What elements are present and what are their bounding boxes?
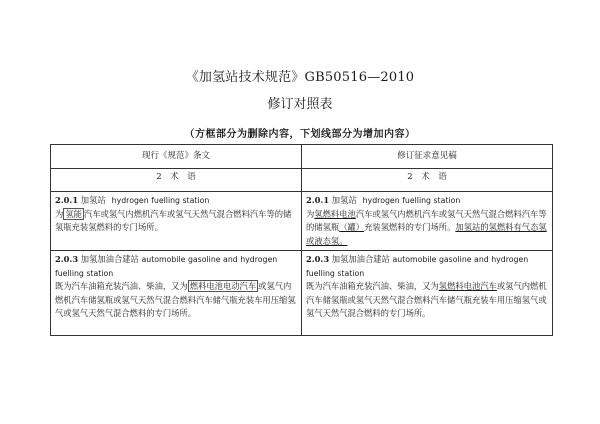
- clause-revised: [302, 251, 553, 336]
- term-en: hydrogen fuelling station: [111, 196, 210, 205]
- section-current: 2 术 语: [51, 169, 302, 192]
- clause-text: 为: [306, 208, 315, 219]
- clause-text: 或氢气内燃机汽车储氢瓶或氢气天然气混合燃料汽车储气瓶充装车用压缩氢气或氢气天然气混合燃料的专门场所。: [306, 281, 547, 318]
- clause-text: 或氢气内燃机汽车储氢瓶或氢气天然气混合燃料汽车储气瓶充装车用压缩氢气或氢气天然气混合燃料的专门场所。: [55, 281, 296, 318]
- header-current: 现行《规范》条文: [51, 145, 302, 169]
- clause-revised: [302, 192, 553, 251]
- clause-text: 为: [55, 208, 64, 219]
- section-revised: 2 术 语: [302, 169, 553, 192]
- clause-number: 2.0.1: [55, 195, 79, 205]
- clause-text: 汽车或氢气内燃机汽车或氢气天然气混合燃料汽车等的储氢瓶: [306, 208, 547, 232]
- term-cn: 加氢站: [80, 195, 106, 205]
- inserted-text: 氢燃料电池汽车: [438, 281, 497, 291]
- clause-text: 既为汽车油箱充装汽油、柴油，又为: [306, 281, 439, 291]
- term-cn: 加氢加油合建站: [331, 254, 390, 264]
- document-subtitle: 修订对照表: [267, 97, 333, 112]
- term-en: hydrogen fuelling station: [362, 196, 461, 205]
- header-revised: 修订征求意见稿: [302, 145, 553, 169]
- table-row: [51, 192, 553, 251]
- document-title: 《加氢站技术规范》GB50516—2010: [185, 70, 415, 85]
- deleted-text: 燃料电池电动汽车: [189, 281, 257, 291]
- table-row: [51, 251, 553, 336]
- inserted-text: 加氢站的氢燃料有气态氢或液态氢。: [306, 222, 547, 246]
- term-en: automobile gasoline and hydrogen fuelling station: [55, 255, 278, 278]
- deleted-text: 氢能: [65, 208, 82, 219]
- clause-current: [51, 192, 302, 251]
- section-row: [51, 169, 553, 192]
- legend-note: （方框部分为删除内容，下划线部分为增加内容）: [184, 129, 416, 140]
- table-header-row: [51, 145, 553, 169]
- inserted-text: （罐）: [339, 222, 365, 232]
- clause-text: 汽车或氢气内燃机汽车或氢气天然气混合燃料汽车等的储氢瓶充装氢燃料的专门场所。: [55, 208, 292, 232]
- clause-number: 2.0.3: [306, 254, 330, 264]
- term-cn: 加氢站: [331, 195, 357, 205]
- term-cn: 加氢加油合建站: [80, 254, 139, 264]
- clause-text: 既为汽车油箱充装汽油、柴油，又为: [55, 281, 188, 291]
- clause-text: 充装氢燃料的专门场所。: [364, 222, 456, 232]
- revision-table: [50, 144, 553, 336]
- clause-number: 2.0.1: [306, 195, 330, 205]
- clause-current: [51, 251, 302, 336]
- term-en: automobile gasoline and hydrogen fuelling station: [306, 255, 529, 278]
- clause-number: 2.0.3: [55, 254, 79, 264]
- inserted-text: 氢燃料电池: [314, 208, 356, 219]
